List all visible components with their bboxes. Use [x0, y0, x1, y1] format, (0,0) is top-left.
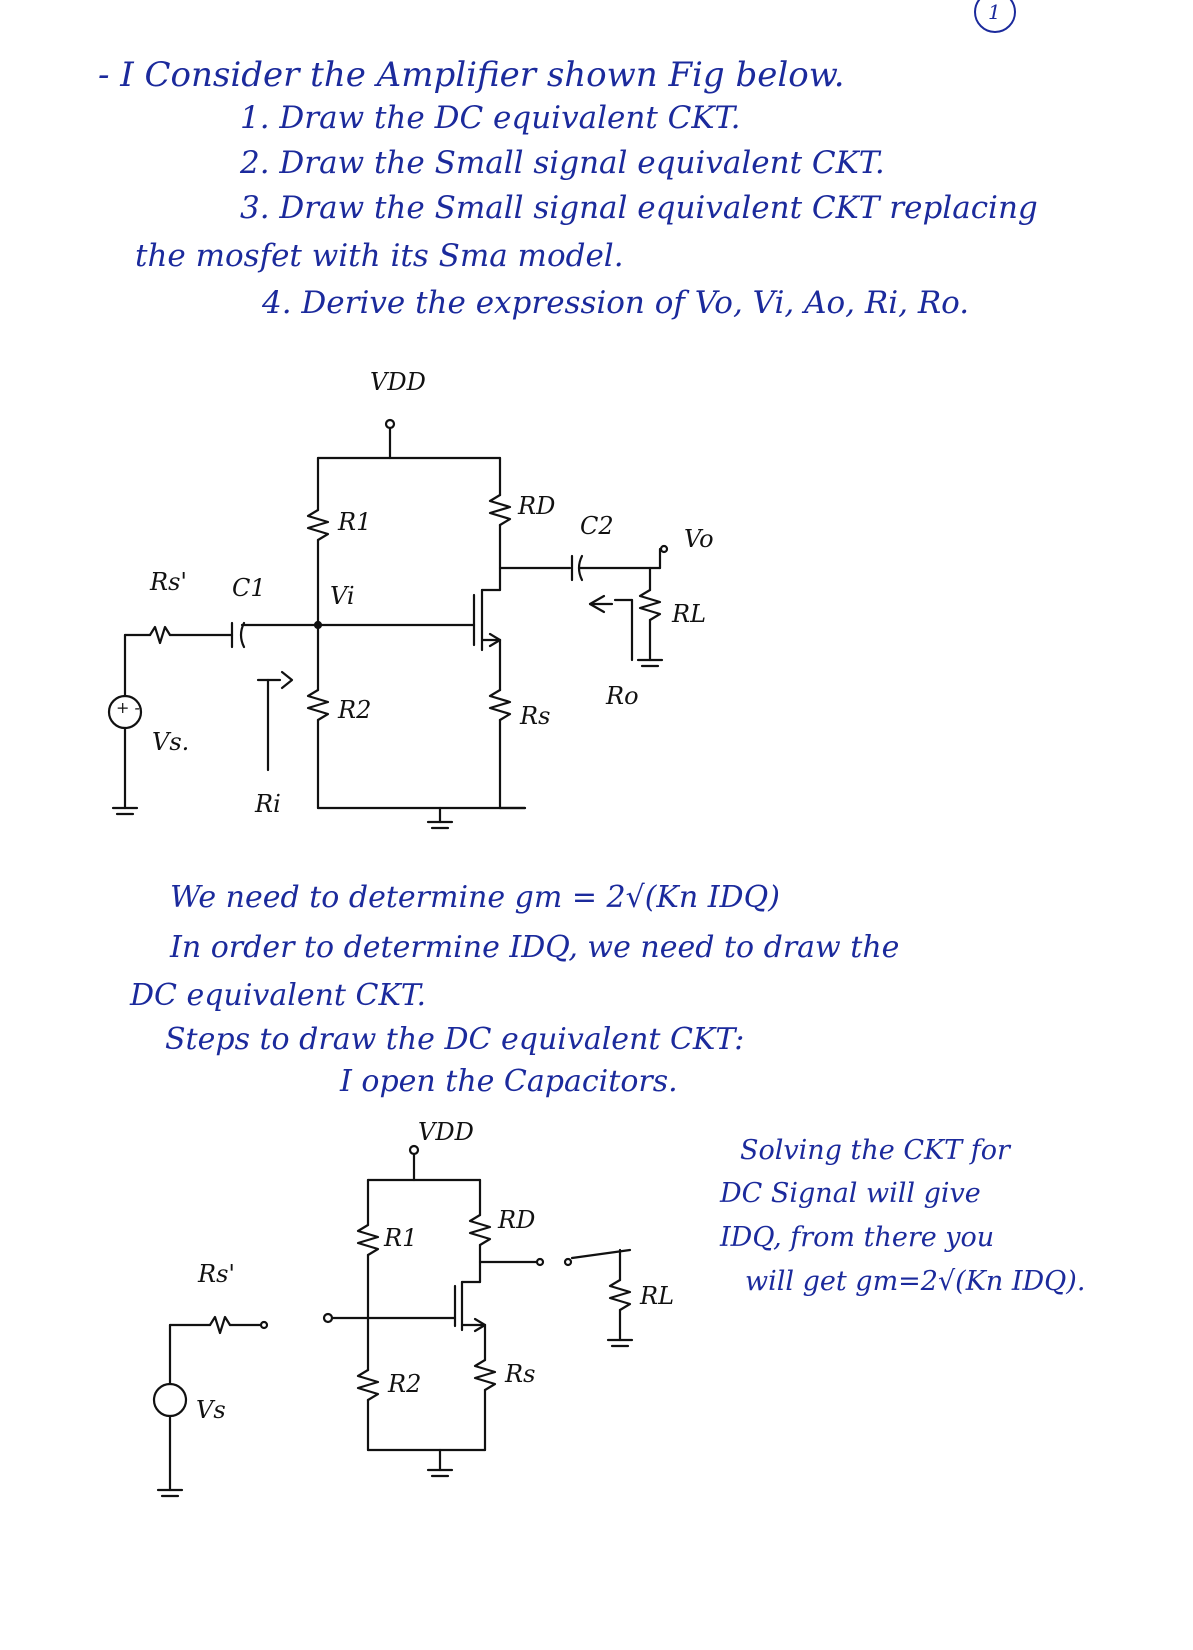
explanation-line-5: I open the Capacitors.: [340, 1064, 678, 1099]
note-line-2: DC Signal will give: [720, 1178, 981, 1209]
explanation-line-1: We need to determine gm = 2√(Kn IDQ): [170, 880, 780, 915]
note-line-3: IDQ, from there you: [720, 1222, 995, 1253]
label-rs-prime-2: Rs': [198, 1260, 235, 1288]
question-step-3-cont: the mosfet with its Sma model.: [135, 238, 624, 274]
label-c1: C1: [232, 574, 266, 602]
explanation-line-2: In order to determine IDQ, we need to draw the: [170, 930, 900, 965]
source-sign-1: + -: [116, 698, 140, 717]
label-r1-2: R1: [384, 1224, 418, 1252]
label-vs: Vs.: [152, 728, 190, 756]
question-step-4: 4. Derive the expression of Vo, Vi, Ao, Ri, Ro.: [262, 285, 970, 321]
explanation-line-4: Steps to draw the DC equivalent CKT:: [165, 1022, 745, 1057]
question-step-1: 1. Draw the DC equivalent CKT.: [240, 100, 741, 136]
question-step-3: 3. Draw the Small signal equivalent CKT replacing: [240, 190, 1038, 226]
label-ro: Ro: [606, 682, 639, 710]
label-rl-2: RL: [640, 1282, 675, 1310]
label-vdd: VDD: [370, 368, 426, 396]
label-rd-2: RD: [498, 1206, 536, 1234]
question-step-2: 2. Draw the Small signal equivalent CKT.: [240, 145, 885, 181]
label-ri: Ri: [255, 790, 281, 818]
explanation-line-3: DC equivalent CKT.: [130, 978, 427, 1013]
label-vs-2: Vs: [196, 1396, 226, 1424]
note-line-1: Solving the CKT for: [740, 1135, 1010, 1166]
label-vdd-2: VDD: [418, 1118, 474, 1146]
label-rd: RD: [518, 492, 556, 520]
label-vi: Vi: [330, 582, 355, 610]
label-c2: C2: [580, 512, 614, 540]
label-rs-prime: Rs': [150, 568, 187, 596]
label-r2: R2: [338, 696, 372, 724]
label-r2-2: R2: [388, 1370, 422, 1398]
label-rl: RL: [672, 600, 707, 628]
question-intro: - I Consider the Amplifier shown Fig below.: [98, 55, 845, 95]
label-rs-2: Rs: [505, 1360, 536, 1388]
label-r1: R1: [338, 508, 372, 536]
note-line-4: will get gm=2√(Kn IDQ).: [745, 1266, 1086, 1297]
page-number: 1: [988, 0, 1001, 24]
label-vo: Vo: [684, 525, 714, 553]
label-rs: Rs: [520, 702, 551, 730]
